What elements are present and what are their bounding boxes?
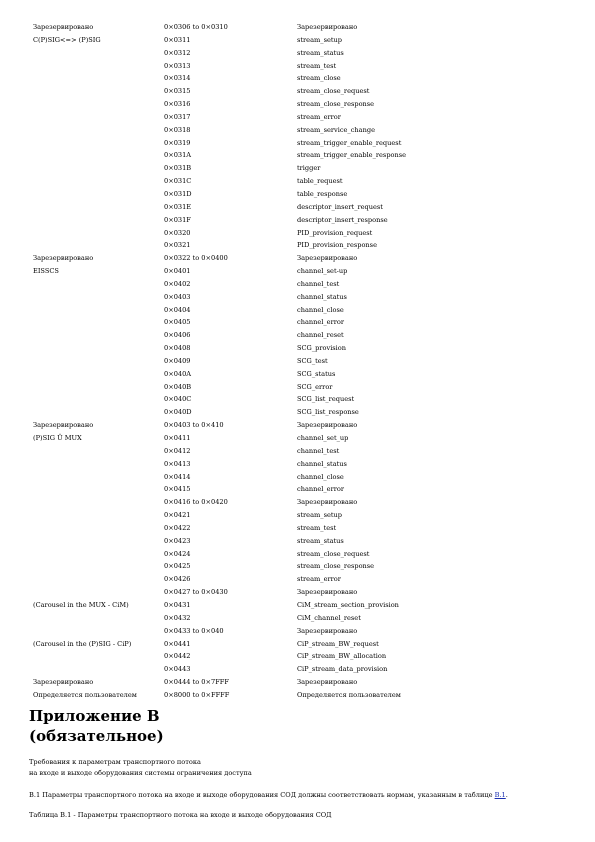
group-cell [33, 85, 164, 98]
table-row [33, 368, 437, 381]
paragraph-b1 [29, 790, 508, 801]
requirements-title-line-1: Требования к параметрам транспортного потока [29, 758, 201, 766]
group-cell [33, 650, 164, 663]
table-row [33, 419, 437, 432]
message-name-cell: SCG_list_request [297, 395, 355, 404]
table-row [33, 393, 437, 406]
message-name-cell: stream_error [297, 112, 341, 121]
message-name-cell: PID_provision_response [297, 241, 377, 250]
group-cell [33, 304, 164, 317]
message-name-cell: stream_setup [297, 35, 342, 44]
table-row [33, 625, 437, 638]
value-cell: 0×0320 [164, 228, 191, 237]
group-cell [33, 124, 164, 137]
table-row [33, 663, 437, 676]
value-cell: 0×0322 to 0×0400 [164, 254, 228, 263]
group-cell [33, 586, 164, 599]
value-cell: 0×0317 [164, 112, 191, 121]
value-cell: 0×0416 to 0×0420 [164, 498, 228, 507]
message-name-cell: Зарезервировано [297, 588, 358, 597]
table-row [33, 612, 437, 625]
message-name-cell: channel_set-up [297, 267, 348, 276]
table-row [33, 689, 437, 702]
message-name-cell: PID_provision_request [297, 228, 373, 237]
table-row [33, 60, 437, 73]
table-row [33, 21, 437, 34]
message-name-cell: channel_error [297, 485, 344, 494]
value-cell: 0×0311 [164, 35, 191, 44]
message-name-cell: channel_reset [297, 331, 344, 340]
message-type-table [33, 21, 437, 702]
message-name-cell: Зарезервировано [297, 678, 358, 687]
message-name-cell: trigger [297, 164, 321, 173]
table-row [33, 149, 437, 162]
value-cell: 0×031B [164, 164, 192, 173]
value-cell: 0×031C [164, 177, 192, 186]
table-row [33, 304, 437, 317]
table-row [33, 201, 437, 214]
table-row [33, 72, 437, 85]
group-cell [33, 162, 164, 175]
group-cell [33, 149, 164, 162]
value-cell: 0×040C [164, 395, 192, 404]
value-cell: 0×0404 [164, 305, 191, 314]
table-row [33, 47, 437, 60]
value-cell: 0×0312 [164, 48, 191, 57]
group-cell [33, 509, 164, 522]
value-cell: 0×0314 [164, 74, 191, 83]
group-cell [33, 471, 164, 484]
table-row [33, 239, 437, 252]
group-cell [33, 381, 164, 394]
group-cell [33, 214, 164, 227]
value-cell: 0×0426 [164, 575, 191, 584]
table-row [33, 137, 437, 150]
table-row [33, 98, 437, 111]
value-cell: 0×040D [164, 408, 192, 417]
group-cell [33, 239, 164, 252]
table-row [33, 342, 437, 355]
table-row [33, 85, 437, 98]
message-name-cell: Зарезервировано [297, 626, 358, 635]
group-cell [33, 175, 164, 188]
group-cell: Зарезервировано [33, 678, 94, 687]
value-cell: 0×0412 [164, 446, 191, 455]
group-cell [33, 47, 164, 60]
message-name-cell: SCG_list_response [297, 408, 359, 417]
table-row [33, 316, 437, 329]
table-row [33, 509, 437, 522]
group-cell [33, 445, 164, 458]
requirements-title-line-2: на входе и выходе оборудования системы ограничения доступа [29, 769, 252, 777]
table-row [33, 252, 437, 265]
group-cell [33, 227, 164, 240]
group-cell [33, 535, 164, 548]
table-row [33, 406, 437, 419]
message-name-cell: descriptor_insert_response [297, 215, 388, 224]
value-cell: 0×031F [164, 215, 191, 224]
appendix-heading-status: (обязательное) [29, 727, 164, 745]
message-name-cell: stream_trigger_enable_response [297, 151, 407, 160]
group-cell [33, 137, 164, 150]
group-cell [33, 368, 164, 381]
message-name-cell: descriptor_insert_request [297, 202, 383, 211]
message-name-cell: stream_test [297, 61, 337, 70]
table-row [33, 471, 437, 484]
message-name-cell: stream_test [297, 523, 337, 532]
message-name-cell: channel_close [297, 305, 344, 314]
table-row [33, 548, 437, 561]
value-cell: 0×0433 to 0×040 [164, 626, 224, 635]
message-name-cell: stream_close_response [297, 100, 375, 109]
table-b1-caption: Таблица В.1 - Параметры транспортного потока на входе и выходе оборудования СОД [29, 811, 332, 819]
message-name-cell: channel_test [297, 446, 340, 455]
value-cell: 0×031A [164, 151, 192, 160]
message-name-cell: SCG_provision [297, 344, 347, 353]
value-cell: 0×0441 [164, 639, 191, 648]
table-row [33, 111, 437, 124]
table-row [33, 458, 437, 471]
message-name-cell: stream_status [297, 536, 344, 545]
table-row [33, 162, 437, 175]
group-cell [33, 393, 164, 406]
table-b1-link[interactable]: В.1 [494, 791, 506, 799]
value-cell: 0×0444 to 0×7FFF [164, 678, 229, 687]
group-cell: (P)SIG Û MUX [33, 434, 82, 442]
table-row [33, 573, 437, 586]
value-cell: 0×8000 to 0×FFFF [164, 690, 230, 699]
message-name-cell: stream_close_response [297, 562, 375, 571]
message-name-cell: CiP_stream_BW_allocation [297, 652, 387, 661]
value-cell: 0×0443 [164, 665, 191, 674]
group-cell [33, 612, 164, 625]
message-name-cell: SCG_error [297, 382, 333, 391]
table-row [33, 214, 437, 227]
group-cell: Зарезервировано [33, 421, 94, 430]
group-cell [33, 342, 164, 355]
value-cell: 0×0402 [164, 279, 191, 288]
message-name-cell: stream_error [297, 575, 341, 584]
message-name-cell: channel_status [297, 292, 347, 301]
message-name-cell: Определяется пользователем [297, 690, 401, 699]
group-cell [33, 291, 164, 304]
appendix-heading [29, 706, 164, 746]
value-cell: 0×0409 [164, 356, 191, 365]
table-row [33, 535, 437, 548]
value-cell: 0×0408 [164, 344, 191, 353]
group-cell [33, 406, 164, 419]
group-cell [33, 278, 164, 291]
message-name-cell: stream_setup [297, 511, 342, 520]
table-row [33, 175, 437, 188]
table-row [33, 227, 437, 240]
table-row [33, 188, 437, 201]
appendix-requirements-title [29, 757, 252, 779]
table-row [33, 265, 437, 278]
group-cell: (Carousel in the MUX - CiM) [33, 600, 129, 609]
message-name-cell: Зарезервировано [297, 23, 358, 31]
table-row [33, 355, 437, 368]
value-cell: 0×0313 [164, 61, 191, 70]
value-cell: 0×0425 [164, 562, 191, 571]
message-name-cell: CiP_stream_BW_request [297, 639, 379, 648]
table-row [33, 599, 437, 612]
value-cell: 0×040A [164, 369, 192, 378]
group-cell: (Carousel in the (P)SIG - CiP) [33, 639, 132, 648]
group-cell [33, 663, 164, 676]
group-cell [33, 625, 164, 638]
message-name-cell: table_response [297, 189, 348, 198]
value-cell: 0×0413 [164, 459, 191, 468]
message-name-cell: stream_trigger_enable_request [297, 138, 402, 147]
group-cell [33, 98, 164, 111]
value-cell: 0×0321 [164, 241, 191, 250]
value-cell: 0×0406 [164, 331, 191, 340]
value-cell: 0×0442 [164, 652, 191, 661]
value-cell: 0×0319 [164, 138, 191, 147]
table-row [33, 432, 437, 445]
value-cell: 0×0306 to 0×0310 [164, 23, 228, 31]
message-name-cell: table_request [297, 177, 343, 186]
group-cell [33, 522, 164, 535]
message-name-cell: stream_status [297, 48, 344, 57]
group-cell [33, 188, 164, 201]
value-cell: 0×0421 [164, 511, 191, 520]
value-cell: 0×0316 [164, 100, 191, 109]
value-cell: 0×031E [164, 202, 192, 211]
value-cell: 0×0422 [164, 523, 191, 532]
value-cell: 0×0431 [164, 600, 191, 609]
value-cell: 0×0318 [164, 125, 191, 134]
message-name-cell: SCG_status [297, 369, 336, 378]
group-cell [33, 548, 164, 561]
value-cell: 0×031D [164, 189, 192, 198]
message-name-cell: SCG_test [297, 356, 328, 365]
message-name-cell: channel_close [297, 472, 344, 481]
table-row [33, 124, 437, 137]
appendix-heading-title: Приложение В [29, 707, 160, 725]
group-cell [33, 483, 164, 496]
table-row [33, 381, 437, 394]
message-name-cell: channel_test [297, 279, 340, 288]
value-cell: 0×0403 to 0×410 [164, 421, 224, 430]
group-cell [33, 496, 164, 509]
value-cell: 0×0424 [164, 549, 191, 558]
group-cell [33, 316, 164, 329]
message-name-cell: stream_close_request [297, 87, 370, 96]
group-cell [33, 111, 164, 124]
message-name-cell: Зарезервировано [297, 254, 358, 263]
table-row [33, 329, 437, 342]
message-name-cell: CiM_stream_section_provision [297, 600, 399, 609]
message-name-cell: channel_set_up [297, 434, 349, 442]
message-name-cell: channel_status [297, 459, 347, 468]
group-cell [33, 60, 164, 73]
group-cell: Определяется пользователем [33, 690, 137, 699]
table-row [33, 638, 437, 651]
group-cell [33, 560, 164, 573]
message-name-cell: stream_close [297, 74, 341, 83]
table-row [33, 650, 437, 663]
group-cell [33, 573, 164, 586]
value-cell: 0×0403 [164, 292, 191, 301]
table-row [33, 34, 437, 47]
table-row [33, 483, 437, 496]
table-row [33, 560, 437, 573]
message-name-cell: CiP_stream_data_provision [297, 665, 388, 674]
table-row [33, 278, 437, 291]
group-cell: Зарезервировано [33, 23, 94, 31]
message-name-cell: stream_close_request [297, 549, 370, 558]
value-cell: 0×0427 to 0×0430 [164, 588, 228, 597]
group-cell [33, 72, 164, 85]
group-cell [33, 329, 164, 342]
value-cell: 0×040B [164, 382, 192, 391]
value-cell: 0×0411 [164, 434, 191, 442]
value-cell: 0×0414 [164, 472, 191, 481]
value-cell: 0×0415 [164, 485, 191, 494]
paragraph-b1-end: . [505, 791, 508, 799]
group-cell: Зарезервировано [33, 254, 94, 263]
message-name-cell: stream_service_change [297, 125, 375, 134]
table-row [33, 586, 437, 599]
group-cell [33, 201, 164, 214]
value-cell: 0×0432 [164, 613, 191, 622]
group-cell: EISSCS [33, 267, 59, 276]
value-cell: 0×0423 [164, 536, 191, 545]
message-name-cell: channel_error [297, 318, 344, 327]
message-name-cell: Зарезервировано [297, 421, 358, 430]
value-cell: 0×0405 [164, 318, 191, 327]
group-cell [33, 458, 164, 471]
message-name-cell: Зарезервировано [297, 498, 358, 507]
group-cell: C(P)SIG<=> (P)SIG [33, 35, 101, 44]
paragraph-b1-text: В.1 Параметры транспортного потока на входе и выходе оборудования СОД должны соответствовать нормам, указанным в таблице [29, 791, 495, 799]
message-name-cell: CiM_channel_reset [297, 613, 361, 622]
value-cell: 0×0401 [164, 267, 191, 276]
table-row [33, 445, 437, 458]
table-row [33, 676, 437, 689]
table-row [33, 522, 437, 535]
message-type-table-body [33, 21, 437, 702]
table-row [33, 496, 437, 509]
table-row [33, 291, 437, 304]
group-cell [33, 355, 164, 368]
value-cell: 0×0315 [164, 87, 191, 96]
